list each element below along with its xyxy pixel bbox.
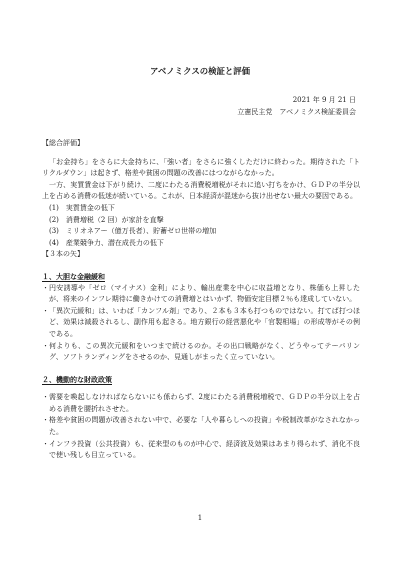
arrows-heading: 【３本の矢】 [42,250,84,259]
document-author: 立憲民主党 アベノミクス検証委員会 [237,108,356,116]
factor-item: (1) 実質賃金の低下 [49,203,115,212]
document-body [42,138,360,462]
bullet-text: 需要を喚起しなければならないにも係わらず、2度にわたる消費税増税で、ＧＤＰの半分以上を占める消費を腰折れさせた。 [49,393,360,413]
bullet-marker: ・ [42,393,49,402]
bullet-item [42,439,360,462]
bullet-item [42,283,360,306]
factor-item: (4) 産業競争力、潜在成長力の低下 [49,238,164,247]
bullet-text: 「異次元緩和」は、いわば「カンフル剤」であり、２本も３本も打つものではない。打てば打つほど、効果は減殺されるし、副作用も起きる。地方銀行の経営悪化や「官製相場」の形成等がその例である。 [49,306,360,338]
factor-list [42,203,360,249]
document-meta [237,94,356,118]
bullet-marker: ・ [42,306,49,315]
overall-paragraph-1: 「お金持ち」をさらに大金持ちに、「強い者」をさらに強くしただけに終わった。期待された「トリクルダウン」は起きず、格差や貧困の問題の改善にはつながらなかった。 [42,157,360,178]
bullet-marker: ・ [42,283,49,292]
document-title: アベノミクスの検証と評価 [149,66,251,76]
overall-paragraph-2: 一方、実質賃金は下がり続け、二度にわたる消費税増税がそれに追い打ちをかけ、ＧＤＰの半分以上を占める消費の低迷が続いている。これが、日本経済が混迷から抜け出せない最大の要因である。 [42,180,360,201]
bullet-item [42,341,360,364]
bullet-marker: ・ [42,416,49,425]
section-2-title: ２、機動的な財政政策 [42,374,112,384]
bullet-text: インフラ投資（公共投資）も、従来型のものが中心で、経済波及効果はあまり得られず、消化不良で使い残しも目立っている。 [49,439,360,460]
bullet-marker: ・ [42,439,49,448]
document-date: 2021 年 9 月 21 日 [292,96,356,104]
bullet-item [42,392,360,415]
bullet-item [42,415,360,438]
factor-item: (2) 消費増税（2 回）が家計を直撃 [49,215,164,224]
bullet-text: 格差や貧困の問題が改善されない中で、必要な「人や暮らしへの投資」や税制改革がなされなかった。 [49,416,360,437]
section-1-bullets [42,283,360,364]
section-2-bullets [42,392,360,462]
page-number: 1 [197,514,203,522]
section-1-title: １、大胆な金融緩和 [42,271,105,281]
bullet-text: 何よりも、この異次元緩和をいつまで続けるのか。その出口戦略がなく、どうやってテーパリング、ソフトランディングをさせるのか、見通しがまったく立っていない。 [49,341,360,362]
bullet-text: 円安誘導や「ゼロ（マイナス）金利」により、輸出産業を中心に収益増となり、株価も上昇したが、将来のインフレ期待に働きかけての消費増とはいかず、物価安定目標２％も達成していない。 [49,283,360,304]
overall-heading: 【総合評価】 [42,139,84,147]
factor-item: (3) ミリオネアー（億万長者）、貯蓄ゼロ世帯の増加 [49,227,217,236]
bullet-item [42,306,360,341]
bullet-marker: ・ [42,341,49,350]
